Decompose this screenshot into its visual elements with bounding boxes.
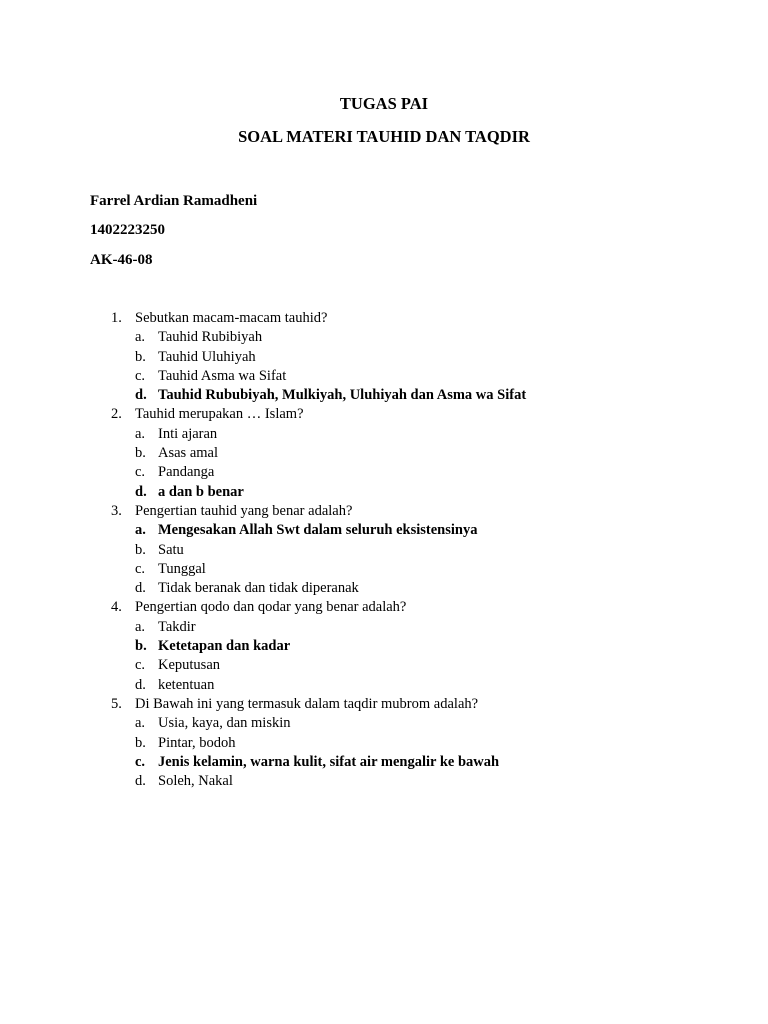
option-text: Asas amal [158, 445, 218, 462]
option-letter: c. [135, 367, 146, 384]
answer-option [0, 521, 768, 540]
option-text: Tauhid Rubibiyah [158, 329, 263, 346]
option-item [0, 618, 768, 637]
student-class: AK-46-08 [90, 252, 153, 268]
question-text: Di Bawah ini yang termasuk dalam taqdir mubrom adalah? [135, 695, 479, 712]
option-text: Pandanga [158, 464, 215, 481]
option-item [0, 560, 768, 579]
option-item [0, 734, 768, 753]
question-number: 2. [111, 406, 122, 423]
option-text: Tauhid Uluhiyah [158, 348, 256, 365]
question-number: 1. [111, 310, 122, 326]
option-letter: d. [135, 483, 147, 500]
question-text: Pengertian tauhid yang benar adalah? [135, 502, 353, 519]
question-text: Tauhid merupakan … Islam? [135, 406, 304, 423]
option-letter: d. [135, 773, 146, 790]
option-item [0, 367, 768, 386]
option-text: Tauhid Asma wa Sifat [158, 367, 287, 384]
option-letter: d. [135, 387, 147, 404]
option-letter: c. [135, 753, 146, 770]
question-item [0, 598, 768, 617]
option-item [0, 676, 768, 695]
question-list [0, 309, 768, 791]
student-id: 1402223250 [90, 222, 165, 238]
question-number: 5. [111, 695, 122, 712]
option-text: Satu [158, 541, 184, 558]
option-item [0, 714, 768, 733]
question-text: Pengertian qodo dan qodar yang benar adalah? [135, 599, 407, 616]
option-text: Tunggal [158, 560, 206, 577]
option-text: Mengesakan Allah Swt dalam seluruh eksistensinya [158, 522, 478, 539]
option-letter: b. [135, 348, 146, 365]
option-text: Tauhid Rububiyah, Mulkiyah, Uluhiyah dan Asma wa Sifat [158, 387, 527, 404]
option-text: Keputusan [158, 657, 221, 674]
option-item [0, 579, 768, 598]
option-letter: b. [135, 541, 146, 558]
question-item [0, 405, 768, 424]
option-item [0, 328, 768, 347]
option-letter: d. [135, 580, 146, 597]
question-item [0, 309, 768, 328]
answer-option [0, 386, 768, 405]
option-letter: a. [135, 618, 146, 635]
question-item [0, 502, 768, 521]
answer-option [0, 637, 768, 656]
option-letter: b. [135, 638, 147, 655]
option-item [0, 463, 768, 482]
option-text: Ketetapan dan kadar [158, 638, 291, 655]
option-text: Usia, kaya, dan miskin [158, 715, 291, 732]
document-title: TUGAS PAI [339, 94, 429, 113]
option-letter: b. [135, 445, 146, 462]
question-text: Sebutkan macam-macam tauhid? [135, 310, 328, 326]
option-item [0, 425, 768, 444]
option-text: Soleh, Nakal [158, 773, 233, 790]
option-letter: a. [135, 522, 146, 539]
option-letter: d. [135, 676, 146, 693]
option-item [0, 444, 768, 463]
option-letter: c. [135, 657, 146, 674]
question-number: 3. [111, 502, 122, 519]
option-text: Jenis kelamin, warna kulit, sifat air mengalir ke bawah [158, 753, 500, 770]
option-text: ketentuan [158, 676, 215, 693]
option-letter: c. [135, 464, 146, 481]
option-letter: a. [135, 329, 146, 346]
option-text: a dan b benar [158, 483, 244, 500]
option-item [0, 348, 768, 367]
option-text: Tidak beranak dan tidak diperanak [158, 580, 359, 597]
document-subtitle: SOAL MATERI TAUHID DAN TAQDIR [238, 127, 530, 146]
option-letter: a. [135, 425, 146, 442]
question-number: 4. [111, 599, 122, 616]
student-name: Farrel Ardian Ramadheni [90, 193, 258, 209]
option-letter: b. [135, 734, 146, 751]
answer-option [0, 483, 768, 502]
option-text: Takdir [158, 618, 196, 635]
option-text: Inti ajaran [158, 425, 218, 442]
option-letter: a. [135, 715, 146, 732]
option-text: Pintar, bodoh [158, 734, 236, 751]
option-letter: c. [135, 560, 146, 577]
answer-option [0, 753, 768, 772]
option-item [0, 656, 768, 675]
question-item [0, 695, 768, 714]
option-item [0, 772, 768, 791]
option-item [0, 541, 768, 560]
